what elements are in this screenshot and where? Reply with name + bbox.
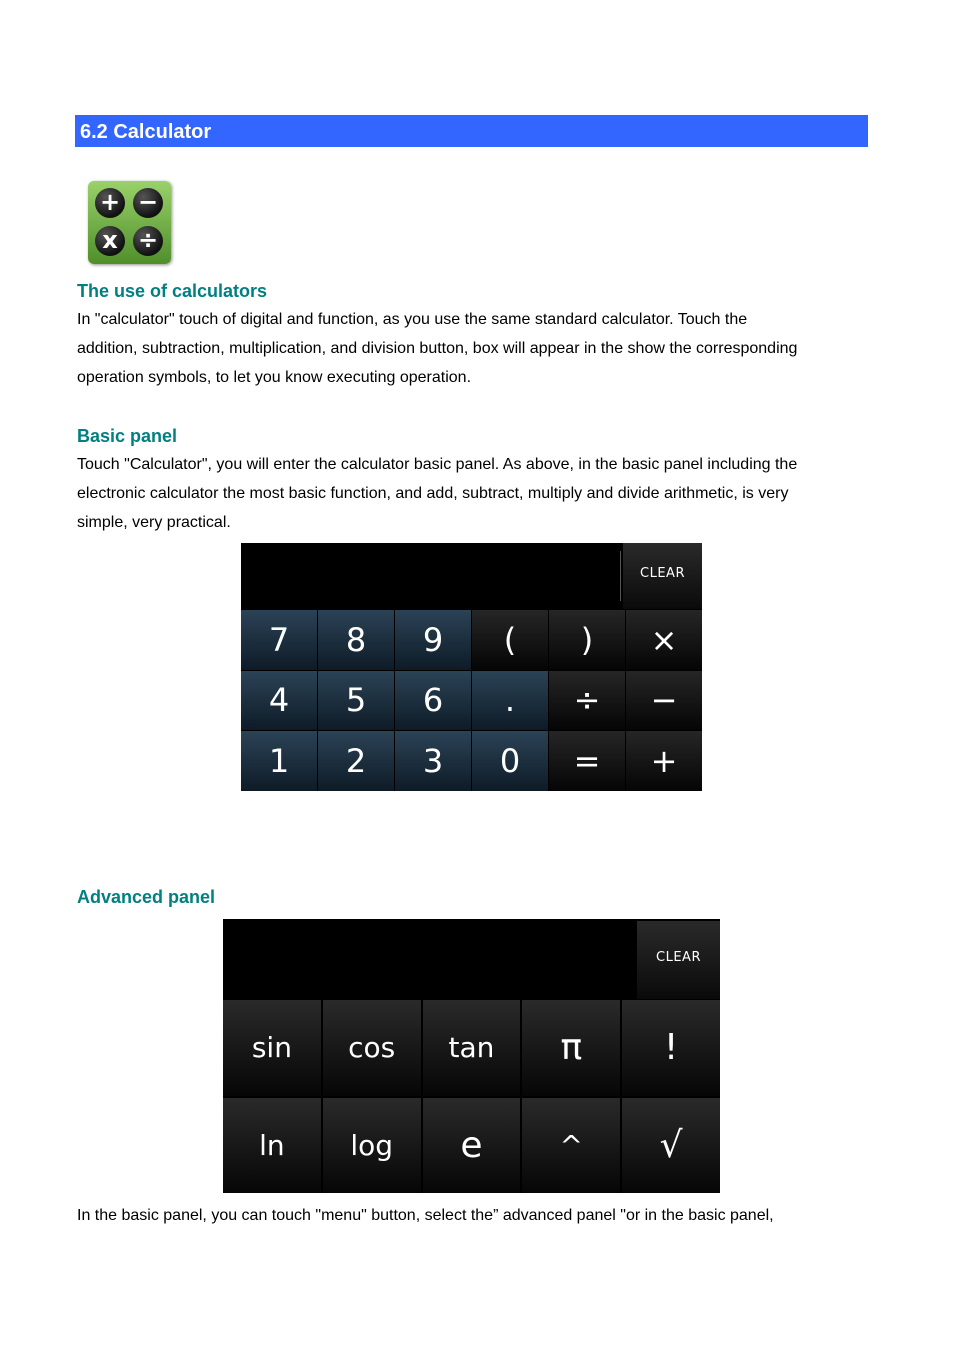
key-add[interactable]: +	[626, 731, 702, 791]
use-line: operation symbols, to let you know executing operation.	[77, 369, 472, 386]
section-title-bar: 6.2 Calculator	[75, 115, 868, 147]
minus-icon: −	[133, 188, 163, 218]
advanced-panel-heading: Advanced panel	[77, 887, 216, 907]
display-divider	[620, 551, 621, 601]
key-cos[interactable]: cos	[323, 1000, 421, 1096]
key-sqrt[interactable]: √	[622, 1098, 720, 1194]
key-7[interactable]: 7	[241, 610, 317, 670]
key-tan[interactable]: tan	[423, 1000, 521, 1096]
key-equals[interactable]: =	[549, 731, 625, 791]
key-0[interactable]: 0	[472, 731, 548, 791]
calculator-app-icon	[88, 181, 171, 264]
use-heading: The use of calculators	[77, 281, 268, 301]
key-divide[interactable]: ÷	[549, 671, 625, 731]
key-open-paren[interactable]: (	[472, 610, 548, 670]
use-paragraph	[77, 305, 877, 392]
key-multiply[interactable]: ×	[626, 610, 702, 670]
basic-paragraph	[77, 450, 877, 537]
key-1[interactable]: 1	[241, 731, 317, 791]
key-5[interactable]: 5	[318, 671, 394, 731]
use-line: In "calculator" touch of digital and function, as you use the same standard calculator. Touch the	[77, 311, 748, 328]
key-pi[interactable]: π	[522, 1000, 620, 1096]
multiply-icon: x	[95, 226, 125, 256]
basic-calculator-screenshot	[241, 543, 702, 791]
key-sin[interactable]: sin	[223, 1000, 321, 1096]
key-log[interactable]: log	[323, 1098, 421, 1194]
clear-button[interactable]: CLEAR	[623, 543, 702, 609]
key-ln[interactable]: ln	[223, 1098, 321, 1194]
key-2[interactable]: 2	[318, 731, 394, 791]
key-subtract[interactable]: −	[626, 671, 702, 731]
calculator-display	[241, 543, 620, 610]
key-factorial[interactable]: !	[622, 1000, 720, 1096]
use-line: addition, subtraction, multiplication, and division button, box will appear in the show the corresponding	[77, 340, 798, 357]
advanced-keypad	[223, 1000, 720, 1193]
basic-keypad	[241, 610, 702, 791]
key-9[interactable]: 9	[395, 610, 471, 670]
key-decimal[interactable]: .	[472, 671, 548, 731]
basic-line: simple, very practical.	[77, 514, 231, 531]
advanced-calculator-screenshot	[223, 919, 720, 1193]
basic-line: electronic calculator the most basic function, and add, subtract, multiply and divide arithmetic, is very	[77, 485, 789, 502]
key-3[interactable]: 3	[395, 731, 471, 791]
plus-icon: +	[95, 188, 125, 218]
basic-panel-heading: Basic panel	[77, 426, 178, 446]
key-6[interactable]: 6	[395, 671, 471, 731]
key-e[interactable]: e	[423, 1098, 521, 1194]
clear-button[interactable]: CLEAR	[637, 921, 720, 999]
footer-paragraph: In the basic panel, you can touch "menu" button, select the” advanced panel "or in the basic panel,	[77, 1207, 774, 1224]
key-8[interactable]: 8	[318, 610, 394, 670]
basic-line: Touch "Calculator", you will enter the calculator basic panel. As above, in the basic panel including the	[77, 456, 798, 473]
divide-icon: ÷	[133, 226, 163, 256]
key-power[interactable]: ^	[522, 1098, 620, 1194]
key-4[interactable]: 4	[241, 671, 317, 731]
key-close-paren[interactable]: )	[549, 610, 625, 670]
